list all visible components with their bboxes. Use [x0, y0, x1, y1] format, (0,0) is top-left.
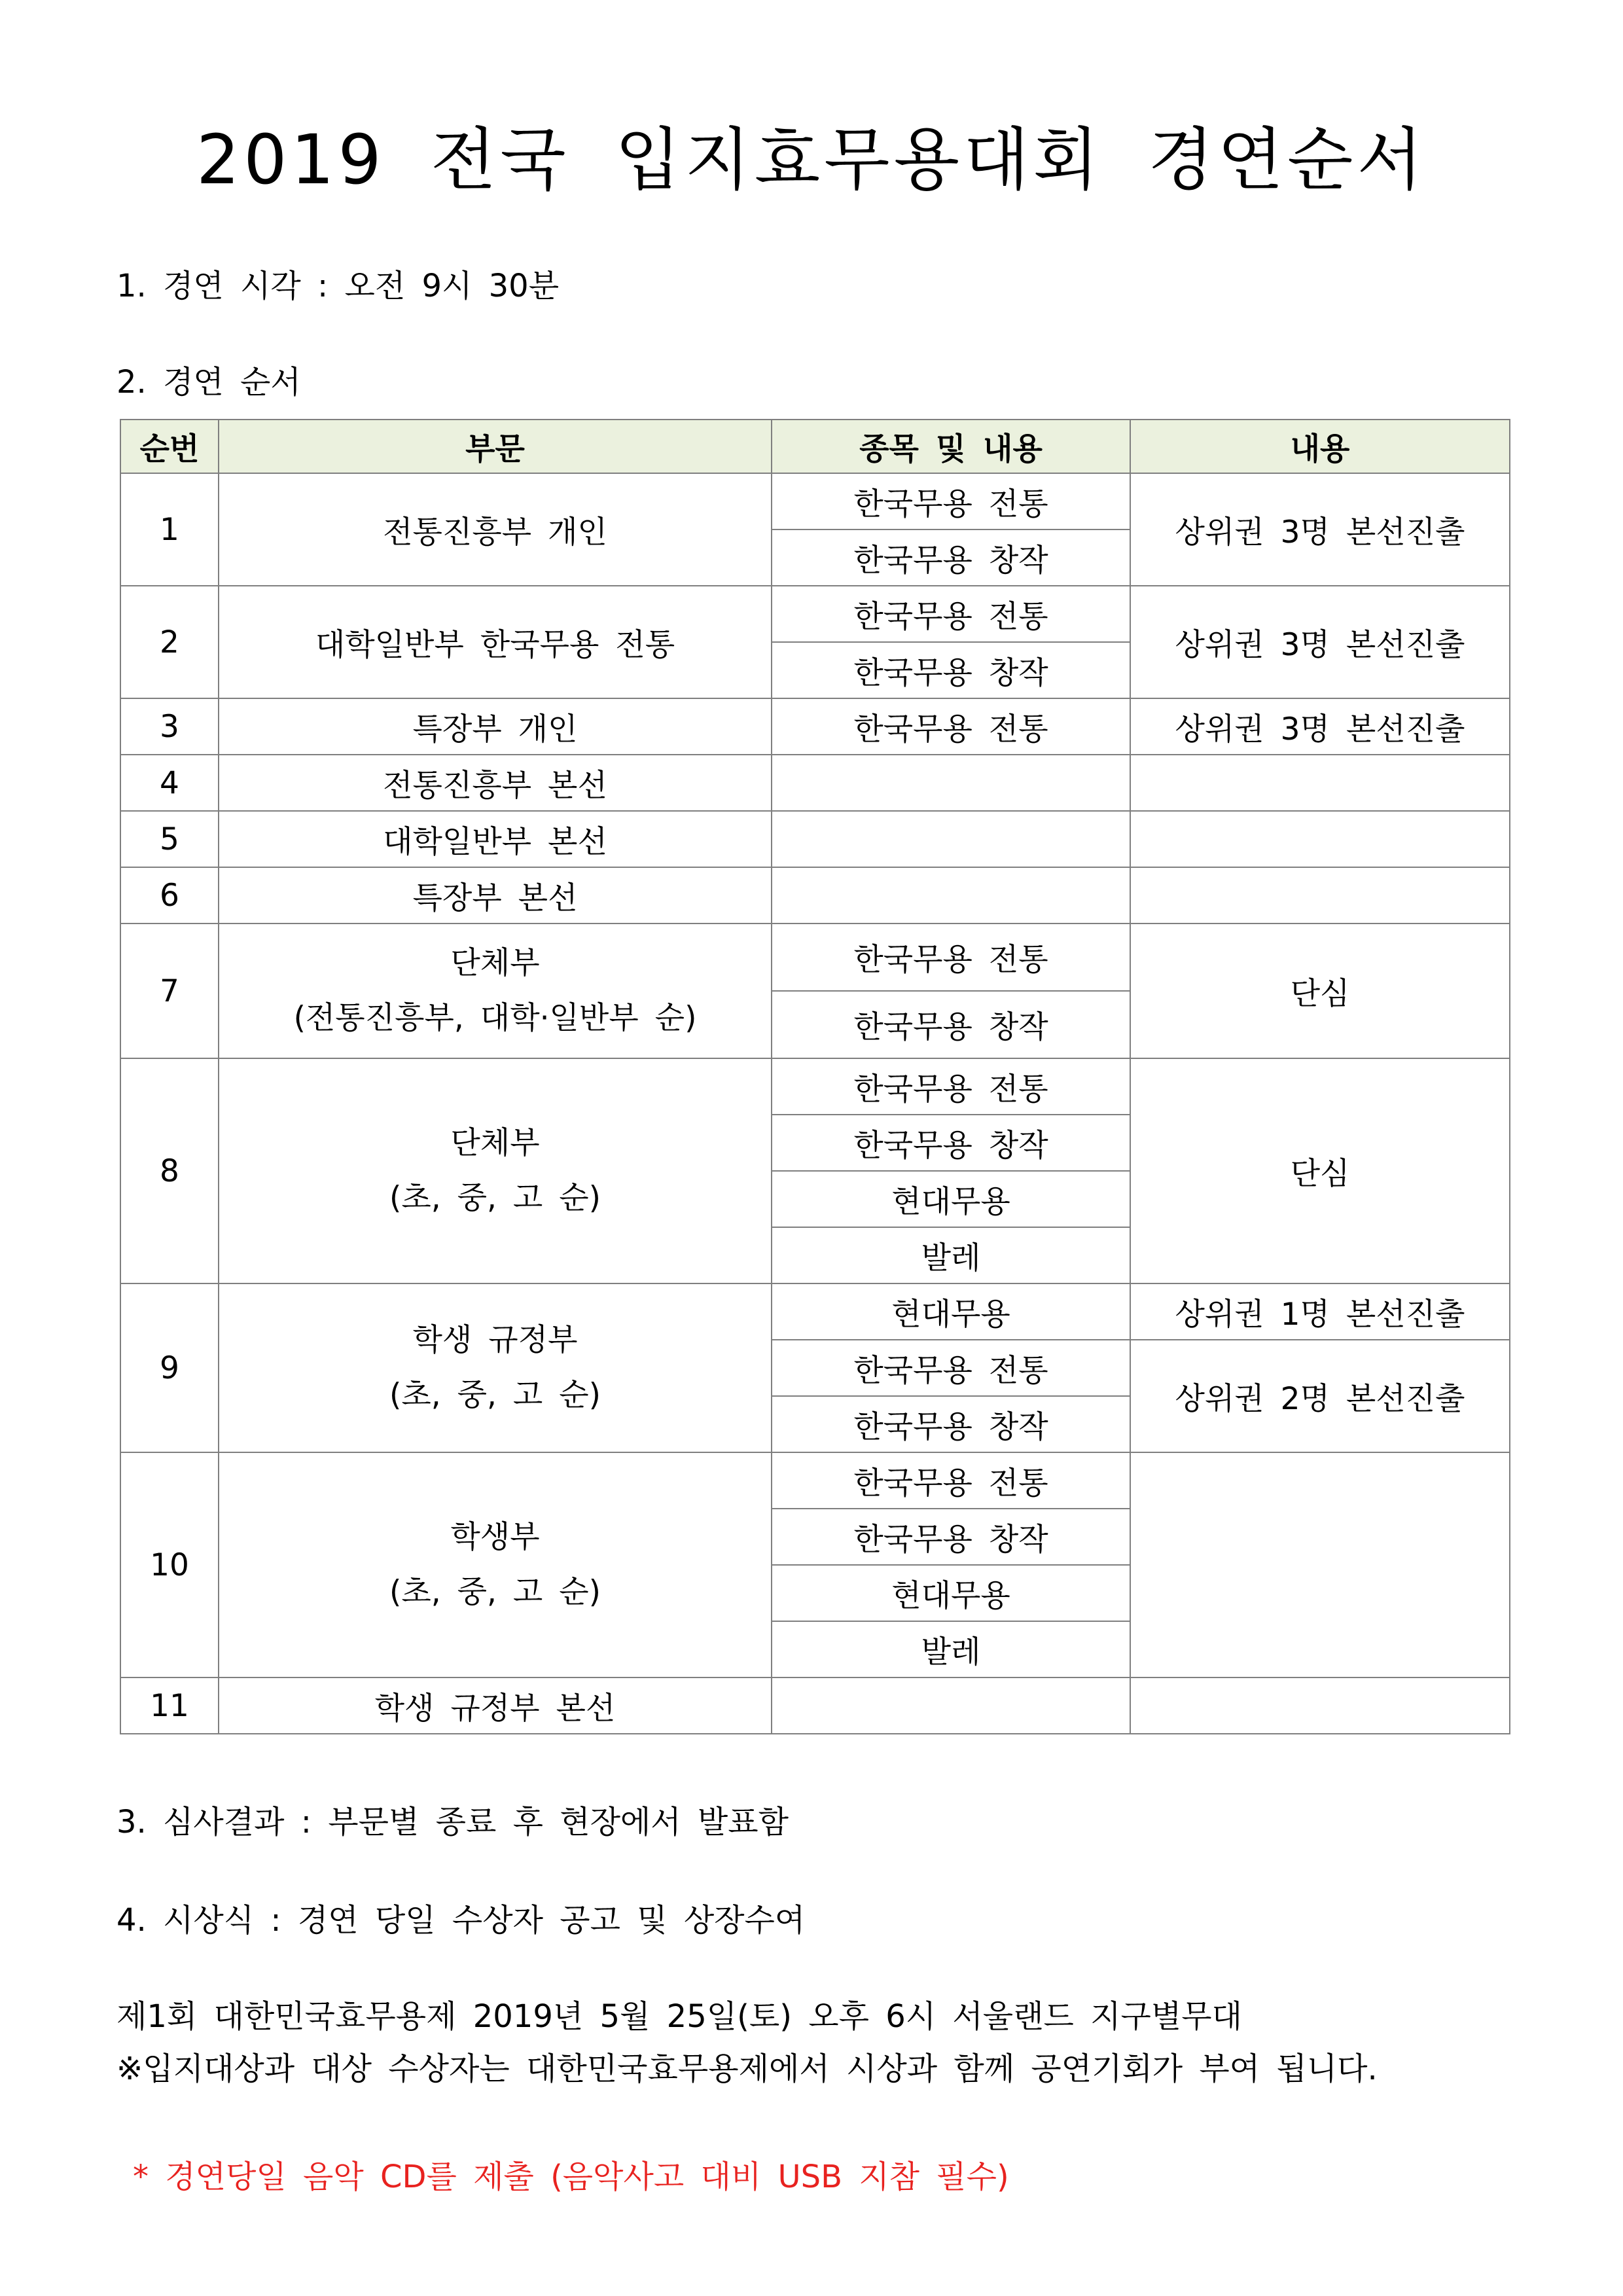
cell-note-empty [1130, 1452, 1510, 1677]
cell-division [219, 1058, 772, 1283]
page-title: 2019 전국 입지효무용대회 경연순서 [196, 120, 1427, 200]
cell-division: 대학일반부 본선 [219, 811, 772, 867]
cell-division: 특장부 개인 [219, 698, 772, 755]
cell-item: 한국무용 전통 [772, 1452, 1130, 1509]
cell-note: 상위권 3명 본선진출 [1130, 698, 1510, 755]
cell-no: 7 [120, 924, 219, 1058]
notice-text: ※입지대상과 대상 수상자는 대한민국효무용제에서 시상과 함께 공연기회가 부여 됩니다. [116, 2051, 1378, 2087]
cell-item: 한국무용 창작 [772, 1115, 1130, 1171]
cell-no: 8 [120, 1058, 219, 1283]
division-name: 학생 규정부 [412, 1322, 578, 1358]
division-name: 단체부 [450, 945, 540, 981]
cell-note: 상위권 3명 본선진출 [1130, 586, 1510, 698]
table-row [120, 924, 1510, 991]
cell-item: 한국무용 창작 [772, 991, 1130, 1058]
header-items: 종목 및 내용 [772, 420, 1130, 473]
table-header-row [120, 420, 1510, 473]
event-info: 제1회 대한민국효무용제 2019년 5월 25일(토) 오후 6시 서울랜드 지구별무대 [116, 1998, 1242, 2035]
cell-item-empty [772, 867, 1130, 924]
table-row [120, 1283, 1510, 1340]
cell-item: 발레 [772, 1621, 1130, 1677]
cell-note: 상위권 2명 본선진출 [1130, 1340, 1510, 1452]
cell-item: 한국무용 전통 [772, 698, 1130, 755]
cell-note: 상위권 1명 본선진출 [1130, 1283, 1510, 1340]
cell-division: 전통진흥부 본선 [219, 755, 772, 811]
cell-division [219, 1452, 772, 1677]
table-row [120, 698, 1510, 755]
cell-note: 상위권 3명 본선진출 [1130, 473, 1510, 586]
cell-item-empty [772, 1677, 1130, 1734]
cell-item: 한국무용 전통 [772, 473, 1130, 529]
division-detail: (초, 중, 고 순) [389, 1377, 601, 1413]
cell-item: 한국무용 창작 [772, 1509, 1130, 1565]
cell-item: 한국무용 창작 [772, 1396, 1130, 1452]
cell-no: 5 [120, 811, 219, 867]
table-row [120, 473, 1510, 529]
cell-division: 대학일반부 한국무용 전통 [219, 586, 772, 698]
table-row [120, 1452, 1510, 1509]
cell-no: 1 [120, 473, 219, 586]
table-row [120, 1677, 1510, 1734]
division-detail: (초, 중, 고 순) [389, 1180, 601, 1216]
cell-item-empty [772, 811, 1130, 867]
cell-division [219, 1283, 772, 1452]
cell-item: 발레 [772, 1227, 1130, 1283]
cell-item: 현대무용 [772, 1565, 1130, 1621]
division-name: 단체부 [450, 1125, 540, 1161]
cell-item-empty [772, 755, 1130, 811]
schedule-table [120, 419, 1510, 1734]
cell-item: 한국무용 전통 [772, 1340, 1130, 1396]
cell-note: 단심 [1130, 1058, 1510, 1283]
table-row [120, 1058, 1510, 1115]
cell-note-empty [1130, 1677, 1510, 1734]
cell-item: 현대무용 [772, 1171, 1130, 1227]
cell-note-empty [1130, 867, 1510, 924]
header-division: 부문 [219, 420, 772, 473]
cell-no: 11 [120, 1677, 219, 1734]
cell-division: 특장부 본선 [219, 867, 772, 924]
cell-item: 현대무용 [772, 1283, 1130, 1340]
cell-item: 한국무용 전통 [772, 586, 1130, 642]
table-row [120, 867, 1510, 924]
cell-division [219, 924, 772, 1058]
cell-no: 6 [120, 867, 219, 924]
table-row [120, 755, 1510, 811]
section-order: 2. 경연 순서 [116, 364, 301, 401]
division-detail: (전통진흥부, 대학·일반부 순) [293, 1000, 697, 1036]
section-results: 3. 심사결과 : 부문별 종료 후 현장에서 발표함 [116, 1804, 789, 1840]
cell-no: 9 [120, 1283, 219, 1452]
cell-no: 10 [120, 1452, 219, 1677]
cell-item: 한국무용 전통 [772, 1058, 1130, 1115]
cell-item: 한국무용 전통 [772, 924, 1130, 991]
cell-division: 학생 규정부 본선 [219, 1677, 772, 1734]
warning-text: * 경연당일 음악 CD를 제출 (음악사고 대비 USB 지참 필수) [133, 2159, 1009, 2195]
cell-no: 4 [120, 755, 219, 811]
cell-no: 3 [120, 698, 219, 755]
header-note: 내용 [1130, 420, 1510, 473]
table-row [120, 811, 1510, 867]
cell-note: 단심 [1130, 924, 1510, 1058]
division-detail: (초, 중, 고 순) [389, 1574, 601, 1610]
cell-no: 2 [120, 586, 219, 698]
cell-item: 한국무용 창작 [772, 642, 1130, 698]
cell-note-empty [1130, 755, 1510, 811]
cell-note-empty [1130, 811, 1510, 867]
section-ceremony: 4. 시상식 : 경연 당일 수상자 공고 및 상장수여 [116, 1902, 806, 1939]
table-row [120, 586, 1510, 642]
section-time: 1. 경연 시각 : 오전 9시 30분 [116, 268, 560, 304]
header-no: 순번 [120, 420, 219, 473]
cell-item: 한국무용 창작 [772, 529, 1130, 586]
cell-division: 전통진흥부 개인 [219, 473, 772, 586]
division-name: 학생부 [450, 1519, 540, 1555]
